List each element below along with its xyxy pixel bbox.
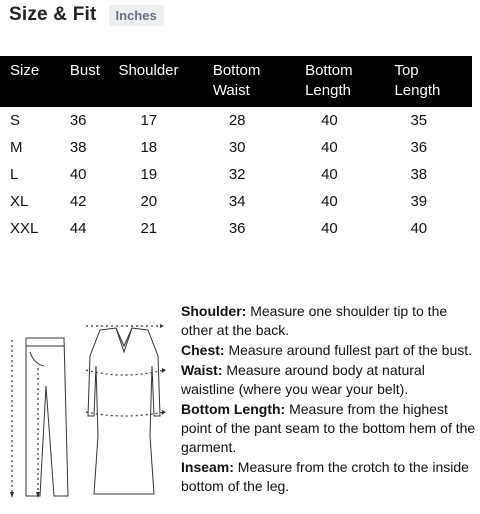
size-cell: S [10,112,21,129]
shoulder-cell: 18 [140,139,158,156]
unit-toggle[interactable]: Inches [109,5,164,26]
bottom-waist-cell: 32 [228,166,246,183]
bust-cell: 36 [69,112,87,129]
guide-item-inseam: Inseam: Measure from the crotch to the inside bottom of the leg. [181,459,469,494]
top-length-cell: 36 [410,139,428,156]
bottom-length-cell: 40 [321,166,338,183]
top-length-cell: 38 [410,166,428,183]
size-chart-table [0,56,472,242]
pants-outline [26,338,68,496]
bottom-length-cell: 40 [321,112,338,129]
top-length-cell: 39 [410,193,428,210]
bust-cell: 38 [69,139,87,156]
size-cell: XL [10,193,29,210]
size-cell: L [10,166,19,183]
bottom-length-cell: 40 [321,193,338,210]
top-length-cell: 40 [410,220,428,237]
bottom-waist-cell: 34 [228,193,246,210]
bust-cell: 44 [69,220,87,237]
shoulder-cell: 17 [140,112,158,129]
bust-cell: 40 [69,166,87,183]
shoulder-cell: 20 [140,193,158,210]
guide-item-waist: Waist: Measure around body at natural waistline (where you wear your belt). [181,362,425,397]
page-title: Size & Fit [9,4,97,25]
table-row [0,107,472,134]
bottom-waist-cell: 28 [228,112,246,129]
top-length-cell: 35 [410,112,428,129]
bottom-waist-cell: 30 [228,139,246,156]
guide-item-bottom-length: Bottom Length: Measure from the highest point of the pant seam to the bottom hem of the garment. [181,401,476,455]
column-header-bust: Bust [70,56,119,107]
size-cell: XXL [10,220,39,237]
bottom-length-cell: 40 [321,220,338,237]
bust-cell: 42 [69,193,87,210]
table-header-row [0,56,472,107]
column-header-size: Size [0,56,70,107]
guide-item-chest: Chest: Measure around fullest part of the bust. [181,342,473,358]
table-row [0,215,472,242]
column-header-top-length: Top Length [394,56,472,107]
measurement-guide [181,302,477,497]
column-header-bottom-waist: Bottom Waist [213,56,305,107]
column-header-shoulder: Shoulder [118,56,212,107]
bottom-waist-cell: 36 [228,220,246,237]
column-header-bottom-length: Bottom Length [305,56,394,107]
table-row [0,188,472,215]
garment-measurement-diagram-icon [4,316,174,506]
table-row [0,134,472,161]
diagram-svg [4,316,174,506]
size-cell: M [10,139,23,156]
guide-item-shoulder: Shoulder: Measure one shoulder tip to the other at the back. [181,303,448,338]
header [9,4,164,26]
shoulder-cell: 21 [140,220,158,237]
table-row [0,161,472,188]
bottom-length-cell: 40 [321,139,338,156]
shoulder-cell: 19 [140,166,158,183]
